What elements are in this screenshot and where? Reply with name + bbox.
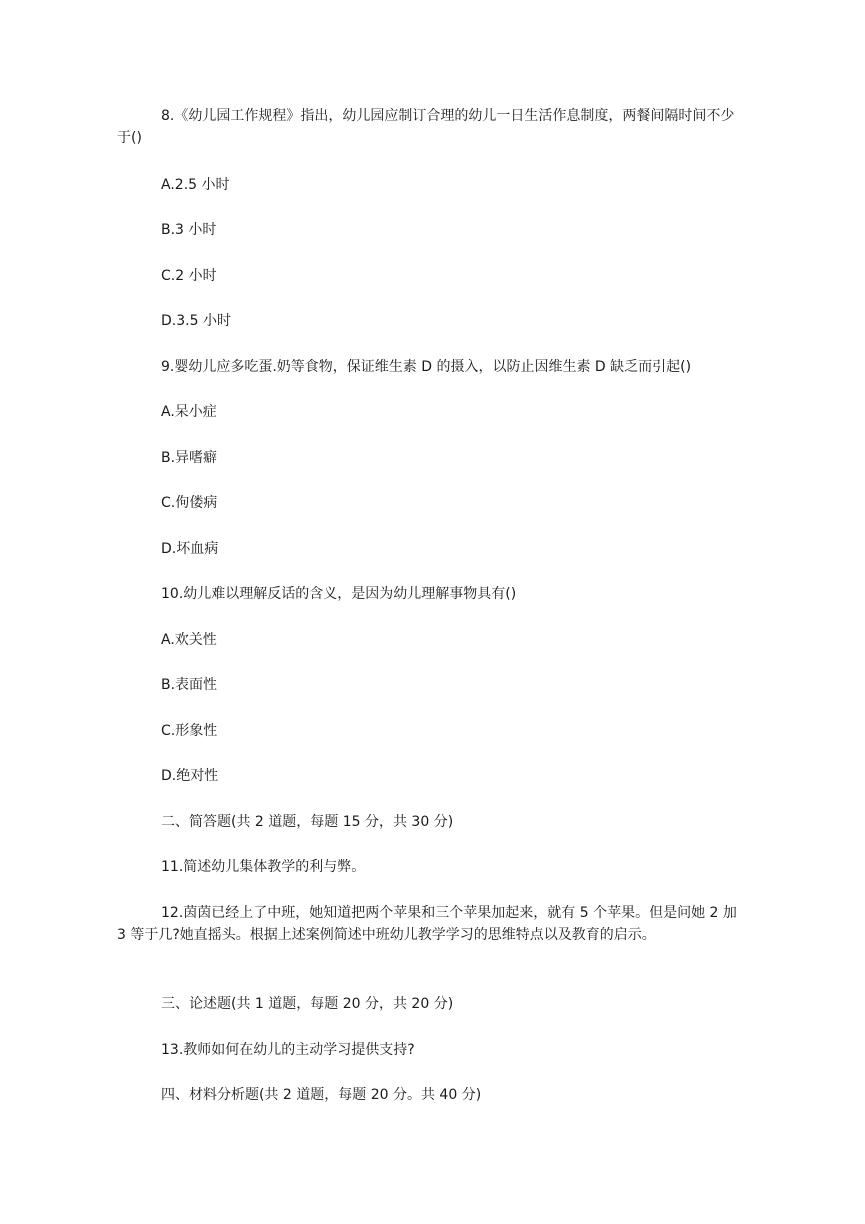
question-9-option-a: A.呆小症 [161, 404, 217, 420]
question-8-option-a: A.2.5 小时 [161, 177, 230, 193]
question-12: 12.茵茵已经上了中班，她知道把两个苹果和三个苹果加起来，就有 5 个苹果。但是问她 2 加 3 等于几?她直摇头。根据上述案例简述中班幼儿教学学习的思维特点以及教育的启示。 [117, 905, 737, 943]
question-11: 11.简述幼儿集体教学的利与弊。 [161, 859, 366, 875]
question-8-option-c: C.2 小时 [161, 268, 217, 284]
question-10: 10.幼儿难以理解反话的含义，是因为幼儿理解事物具有() [161, 586, 517, 602]
question-8-option-d: D.3.5 小时 [161, 313, 231, 329]
question-10-option-a: A.欢关性 [161, 632, 217, 648]
question-8-option-b: B.3 小时 [161, 222, 217, 238]
section-heading-material-analysis: 四、材料分析题(共 2 道题，每题 20 分。共 40 分) [161, 1087, 482, 1103]
question-10-option-d: D.绝对性 [161, 768, 219, 784]
question-9-option-b: B.异嗜癖 [161, 450, 218, 466]
question-9-option-c: C.佝偻病 [161, 495, 218, 511]
question-8: 8.《幼儿园工作规程》指出，幼儿园应制订合理的幼儿一日生活作息制度，两餐间隔时间不少于() [117, 108, 735, 146]
question-13: 13.教师如何在幼儿的主动学习提供支持? [161, 1042, 415, 1058]
section-heading-essay: 三、论述题(共 1 道题，每题 20 分，共 20 分) [161, 996, 454, 1012]
question-9-option-d: D.坏血病 [161, 541, 219, 557]
question-9: 9.婴幼儿应多吃蛋.奶等食物，保证维生素 D 的摄入，以防止因维生素 D 缺乏而引起() [161, 359, 692, 375]
question-10-option-c: C.形象性 [161, 723, 218, 739]
section-heading-short-answer: 二、简答题(共 2 道题，每题 15 分，共 30 分) [161, 814, 454, 830]
question-10-option-b: B.表面性 [161, 677, 218, 693]
